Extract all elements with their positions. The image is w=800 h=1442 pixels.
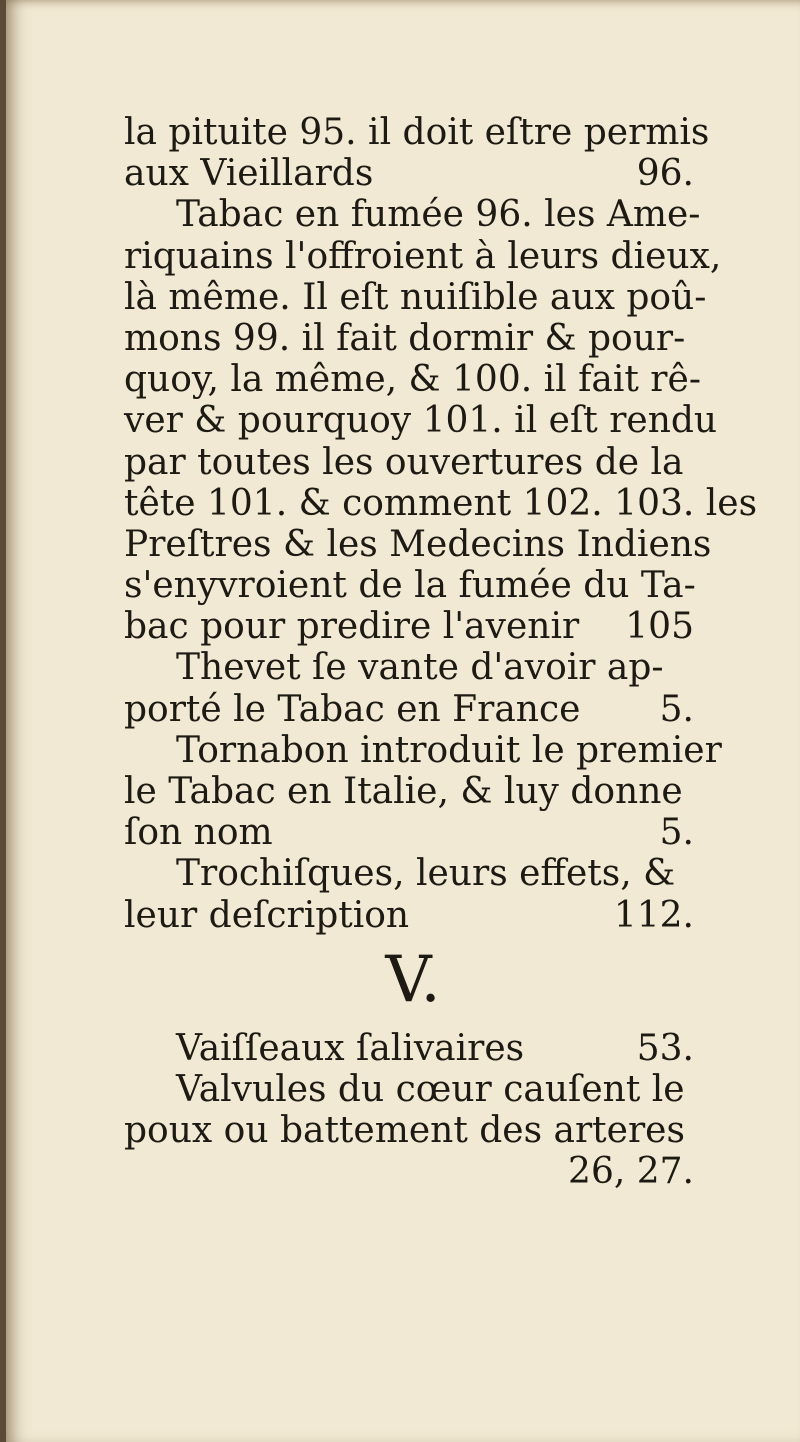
- index-line: tête 101. & comment 102. 103. les: [124, 482, 758, 524]
- index-line: quoy, la même, & 100. il fait rê-: [124, 359, 701, 401]
- index-line: mons 99. il fait dormir & pour-: [124, 317, 686, 359]
- index-line: leur deſcription 112.: [124, 894, 694, 936]
- book-page: [6, 0, 800, 1442]
- index-line: par toutes les ouvertures de la: [124, 441, 684, 483]
- index-line: bac pour predire l'avenir 105: [124, 606, 694, 648]
- index-entry-start: Tabac en fumée 96. les Ame-: [176, 194, 701, 236]
- page-reference: 26, 27.: [568, 1151, 694, 1193]
- index-line: Preſtres & les Medecins Indiens: [124, 523, 712, 565]
- index-entry-start: Thevet ſe vante d'avoir ap-: [176, 647, 664, 689]
- index-entry-start: Valvules du cœur cauſent le: [176, 1068, 685, 1110]
- index-line: là même. Il eſt nuiſible aux poû-: [124, 276, 707, 318]
- index-line: porté le Tabac en France 5.: [124, 688, 694, 730]
- index-line: aux Vieillards 96.: [124, 153, 694, 195]
- index-entry-start: Tornabon introduit le premier: [176, 729, 722, 771]
- index-line: ſon nom 5.: [124, 812, 694, 854]
- index-line: s'enyvroient de la fumée du Ta-: [124, 565, 696, 607]
- section-letter: V.: [385, 942, 441, 1017]
- index-entry-start: Vaiſſeaux ſalivaires 53.: [176, 1027, 694, 1069]
- index-line: poux ou battement des arteres: [124, 1110, 685, 1152]
- index-line: ver & pourquoy 101. il eſt rendu: [124, 400, 718, 442]
- index-line: la pituite 95. il doit eſtre permis: [124, 112, 710, 153]
- index-line: le Tabac en Italie, & luy donne: [124, 771, 683, 812]
- index-text: [124, 112, 758, 1193]
- index-line: riquains l'offroient à leurs dieux,: [124, 235, 722, 277]
- index-entry-start: Trochiſques, leurs effets, &: [176, 853, 676, 895]
